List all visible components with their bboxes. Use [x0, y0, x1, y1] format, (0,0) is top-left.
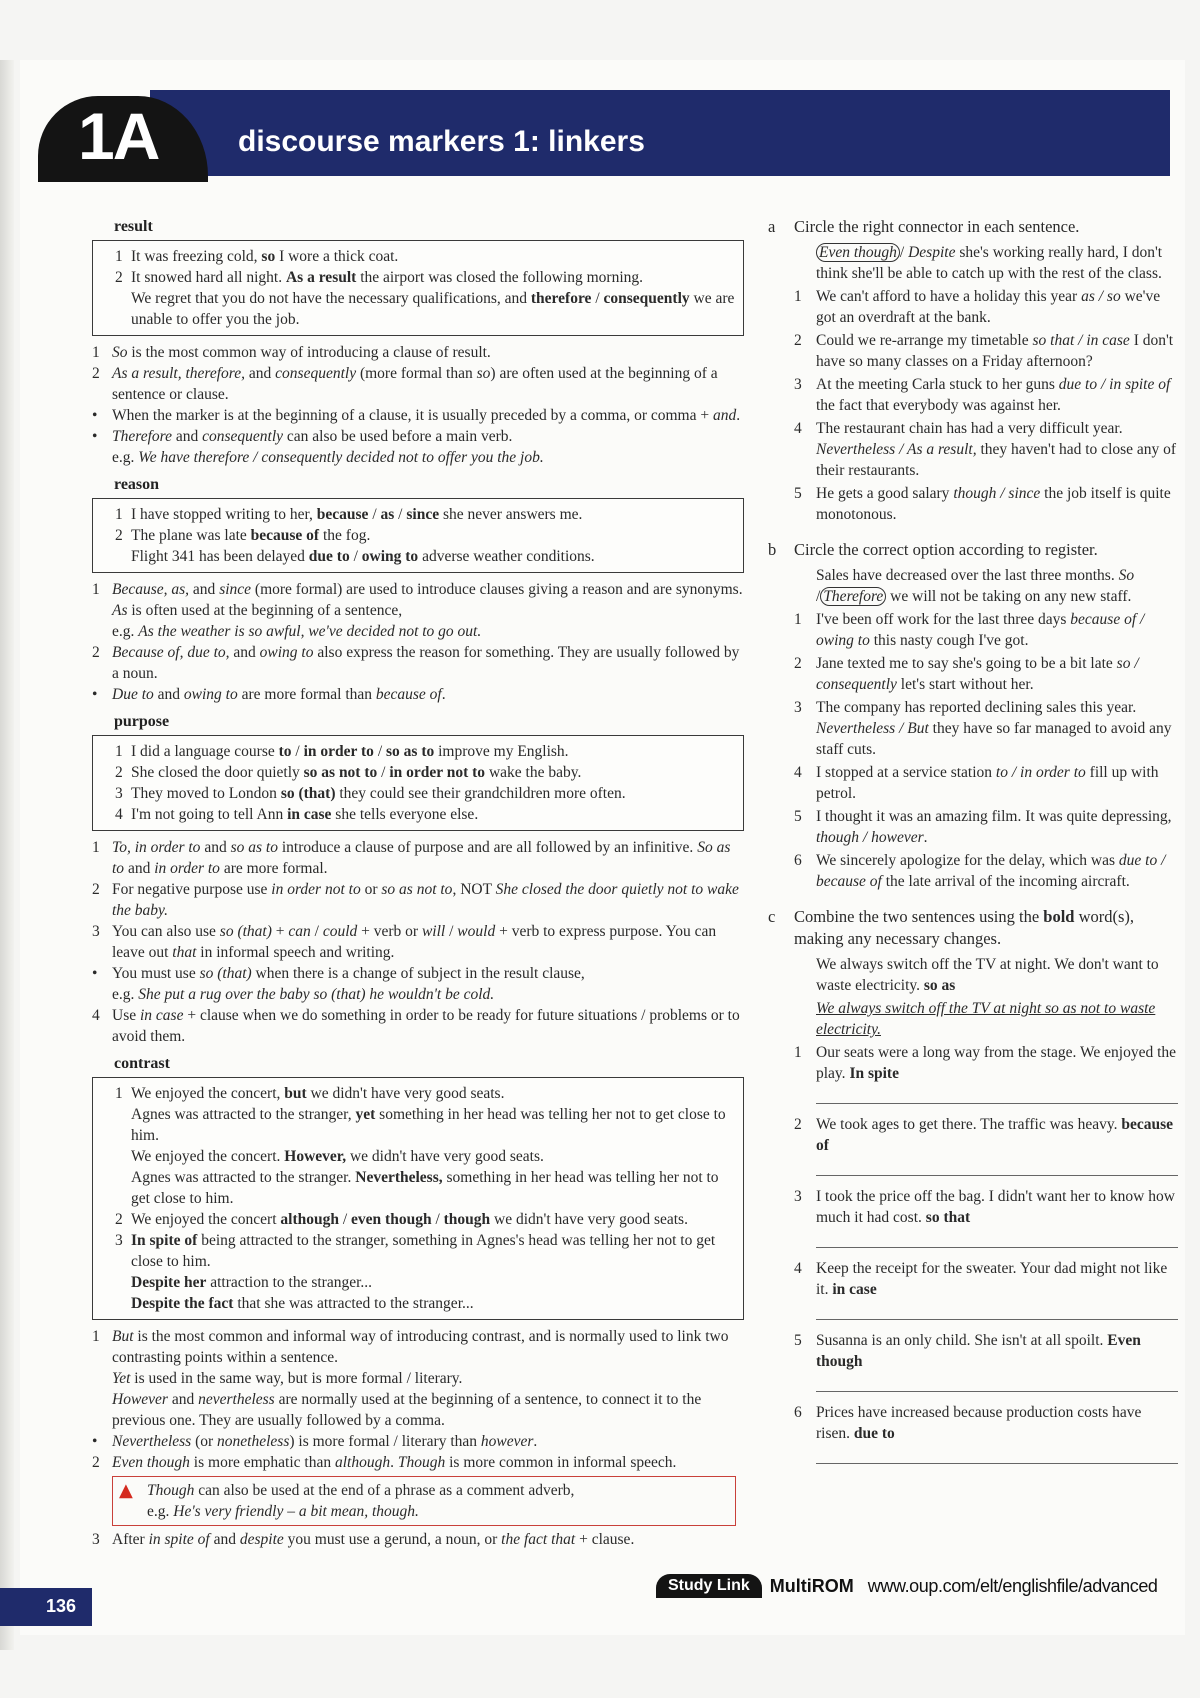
rule: Therefore and consequently can also be used before a main verb.: [112, 428, 513, 445]
grammar-column: [92, 218, 744, 1558]
warning-triangle-icon: ▲: [119, 1480, 133, 1501]
rule: So is the most common way of introducing a clause of result.: [112, 344, 491, 361]
model-sentence: Sales have decreased over the last three months. So / Therefore we will not be taking on any new staff.: [816, 567, 1135, 605]
section-heading-reason: reason: [114, 476, 160, 493]
exercise-item[interactable]: At the meeting Carla stuck to her guns due to / in spite of the fact that everybody was against her.: [816, 376, 1171, 414]
exercise-instruction: Circle the right connector in each sentence.: [794, 217, 1080, 236]
warning-box: [112, 1476, 736, 1526]
exercise-c: c Combine the two sentences using the bold word(s), making any necessary changes. We always switch off the TV at night. We don't want to waste electricity. so as We always switch off the TV at night so as not to waste electricity. 1 Our seats were a long way from the stage. We enjoyed the play. In spite 2 We took ages to get there. The traffic was heavy. because of 3 I took the price off the bag. I didn't want her to know how much it had cost. so that 4 Keep the receipt for the sweater. Your dad might not like it. in case 5 Susanna is an only child. She isn't at all spoilt. Even though 6 Prices have increased because production costs have risen. due to: [768, 906, 1178, 1464]
rule-example: e.g. She put a rug over the baby so (that) he wouldn't be cold.: [112, 986, 495, 1003]
answer-line[interactable]: [816, 1234, 1178, 1248]
example: I have stopped writing to her, because / as / since she never answers me.: [131, 506, 583, 523]
examples-box-purpose: 1 I did a language course to / in order to / so as to improve my English. 2 She closed the door quietly so as not to / in order not to wake the baby. 3 They moved to London so (that) they could see their grandchildren more often. 4 I'm not going to tell Ann in case she tells everyone else.: [92, 735, 744, 831]
example: We enjoyed the concert although / even though / though we didn't have very good seats.: [131, 1211, 688, 1228]
rule: However and nevertheless are normally used at the beginning of a sentence, to connect it to the previous one. They are usually followed by a comma.: [112, 1391, 702, 1429]
example: In spite of being attracted to the stranger, something in Agnes's head was telling her not to get close to him.: [131, 1232, 716, 1270]
exercises-column: [768, 216, 1178, 1478]
circled-answer: Even though: [816, 243, 900, 262]
answer-line[interactable]: [816, 1378, 1178, 1392]
example: We enjoyed the concert, but we didn't have very good seats.: [131, 1085, 505, 1102]
unit-title: discourse markers 1: linkers: [238, 125, 645, 158]
exercise-letter: b: [768, 540, 777, 559]
section-heading-contrast: contrast: [114, 1055, 170, 1072]
examples-box-contrast: 1 We enjoyed the concert, but we didn't have very good seats. Agnes was attracted to the stranger, yet something in her head was telling her not to get close to him. We enjoyed the concert. However, we didn't have very good seats. Agnes was attracted to the stranger. Nevertheless, something in her head was telling her not to get close to him. 2 We enjoyed the concert although / even though / though we didn't have very good seats. 3 In spite of being attracted to the stranger, something in Agnes's head was telling her not to get close to him. Despite her attraction to the stranger... Despite the fact that she was attracted to the stranger...: [92, 1077, 744, 1320]
exercise-item: Susanna is an only child. She isn't at all spoilt. Even though: [816, 1332, 1141, 1370]
exercise-item[interactable]: I thought it was an amazing film. It was quite depressing, though / however.: [816, 808, 1172, 846]
exercise-item[interactable]: I stopped at a service station to / in order to fill up with petrol.: [816, 764, 1159, 802]
notes-purpose: 1 To, in order to and so as to introduce a clause of purpose and are all followed by an infinitive. So as to and in order to are more formal. 2 For negative purpose use in order not to or so as not to, NOT She closed the door quietly not to wake the baby. 3 You can also use so (that) + can / could + verb or will / would + verb to express purpose. You can leave out that in informal speech and writing. • You must use so (that) when there is a change of subject in the result clause, e.g. She put a rug over the baby so (that) he wouldn't be cold. 4 Use in case + clause when we do something in order to be ready for future situations / problems or to avoid them.: [92, 837, 744, 1047]
example: It was freezing cold, so I wore a thick coat.: [131, 248, 399, 265]
exercise-item[interactable]: Could we re-arrange my timetable so that / in case I don't have so many classes on a Friday afternoon?: [816, 332, 1174, 370]
example: I did a language course to / in order to / so as to improve my English.: [131, 743, 569, 760]
exercise-b: b Circle the correct option according to register. Sales have decreased over the last three months. So / Therefore we will not be taking on any new staff. 1 I've been off work for the last three days because of / owing to this nasty cough I've got. 2 Jane texted me to say she's going to be a bit late so / consequently let's start without her. 3 The company has reported declining sales this year. Nevertheless / But they have so far managed to avoid any staff cuts. 4 I stopped at a service station to / in order to fill up with petrol. 5 I thought it was an amazing film. It was quite depressing, though / however. 6 We sincerely apologize for the delay, which was due to / because of the late arrival of the incoming aircraft.: [768, 539, 1178, 892]
exercise-instruction: Circle the correct option according to register.: [794, 540, 1098, 559]
exercise-item[interactable]: We sincerely apologize for the delay, which was due to / because of the late arrival of the incoming aircraft.: [816, 852, 1166, 890]
multirom-label: MultiROM: [769, 1575, 854, 1596]
rule: After in spite of and despite you must use a gerund, a noun, or the fact that + clause.: [112, 1531, 635, 1548]
rule: To, in order to and so as to introduce a clause of purpose and are all followed by an infinitive. So as to and in order to are more formal.: [112, 839, 731, 877]
rule: Due to and owing to are more formal than because of.: [112, 686, 446, 703]
footer: [656, 1574, 1158, 1598]
page-edge: [0, 60, 14, 1650]
example: We enjoyed the concert. However, we didn't have very good seats.: [131, 1148, 544, 1165]
model-sentence: We always switch off the TV at night. We don't want to waste electricity. so as: [816, 956, 1159, 994]
exercise-item: We took ages to get there. The traffic was heavy. because of: [816, 1116, 1174, 1154]
rule: Because of, due to, and owing to also express the reason for something. They are usually followed by a noun.: [112, 644, 740, 682]
answer-line[interactable]: [816, 1306, 1178, 1320]
warning-text: Though can also be used at the end of a phrase as a comment adverb,: [147, 1482, 575, 1499]
example: She closed the door quietly so as not to / in order not to wake the baby.: [131, 764, 582, 781]
page-number: 136: [46, 1596, 77, 1616]
circled-answer: Therefore: [820, 587, 886, 606]
exercise-item: Prices have increased because production costs have risen. due to: [816, 1404, 1142, 1442]
example: Agnes was attracted to the stranger, yet something in her head was telling her not to get close to him.: [131, 1106, 726, 1144]
example: They moved to London so (that) they could see their grandchildren more often.: [131, 785, 626, 802]
exercise-item: Our seats were a long way from the stage. We enjoyed the play. In spite: [816, 1044, 1177, 1082]
example: We regret that you do not have the necessary qualifications, and therefore / consequently we are unable to offer you the job.: [131, 290, 735, 328]
notes-reason: 1 Because, as, and since (more formal) are used to introduce clauses giving a reason and are synonyms. As is often used at the beginning of a sentence, e.g. As the weather is so awful, we've decided not to go out. 2 Because of, due to, and owing to also express the reason for something. They are usually followed by a noun. • Due to and owing to are more formal than because of.: [92, 581, 743, 703]
exercise-item[interactable]: I've been off work for the last three days because of / owing to this nasty cough I've got.: [816, 611, 1145, 649]
section-heading-purpose: purpose: [114, 713, 170, 730]
rule: As a result, therefore, and consequently (more formal than so) are often used at the beginning of a sentence or clause.: [112, 365, 718, 403]
warning-example: e.g. He's very friendly – a bit mean, though.: [147, 1503, 419, 1520]
notes-result: 1 So is the most common way of introducing a clause of result. 2 As a result, therefore, and consequently (more formal than so) are often used at the beginning of a sentence or clause. • When the marker is at the beginning of a clause, it is usually preceded by a comma, or comma + and. • Therefore and consequently can also be used before a main verb. e.g. We have therefore / consequently decided not to offer you the job.: [92, 342, 744, 468]
example: The plane was late because of the fog.: [131, 527, 371, 544]
examples-box-reason: 1 I have stopped writing to her, because / as / since she never answers me. 2 The plane was late because of the fog. Flight 341 has been delayed due to / owing to adverse weather conditions.: [92, 498, 744, 573]
rule-example: e.g. As the weather is so awful, we've decided not to go out.: [112, 623, 482, 640]
rule: Use in case + clause when we do something in order to be ready for future situations / problems or to avoid them.: [112, 1007, 740, 1045]
rule: You can also use so (that) + can / could + verb or will / would + verb to express purpose. You can leave out that in informal speech and writing.: [112, 923, 717, 961]
exercise-letter: c: [768, 907, 776, 926]
answer-line[interactable]: [816, 1162, 1178, 1176]
exercise-item: I took the price off the bag. I didn't want her to know how much it had cost. so that: [816, 1188, 1175, 1226]
rule: For negative purpose use in order not to or so as not to, NOT She closed the door quietly not to wake the baby.: [112, 881, 739, 919]
rule: Yet is used in the same way, but is more formal / literary.: [112, 1370, 463, 1387]
website-link[interactable]: www.oup.com/elt/englishfile/advanced: [867, 1575, 1158, 1596]
study-link-logo: Study Link: [656, 1574, 762, 1598]
model-sentence: Even though / Despite she's working really hard, I don't think she'll be able to catch up with the rest of the class.: [816, 244, 1163, 282]
exercise-item[interactable]: The company has reported declining sales this year. Nevertheless / But they have so far managed to avoid any staff cuts.: [816, 699, 1172, 758]
example: Despite the fact that she was attracted to the stranger...: [131, 1295, 474, 1312]
model-answer: We always switch off the TV at night so as not to waste electricity.: [816, 1000, 1156, 1038]
examples-box-result: 1 It was freezing cold, so I wore a thick coat. 2 It snowed hard all night. As a result the airport was closed the following morning. We regret that you do not have the necessary qualifications, and therefore / consequently we are unable to offer you the job.: [92, 240, 744, 336]
exercise-letter: a: [768, 217, 776, 236]
answer-line[interactable]: [816, 1090, 1178, 1104]
answer-line[interactable]: [816, 1450, 1178, 1464]
example: I'm not going to tell Ann in case she tells everyone else.: [131, 806, 479, 823]
exercise-instruction: Combine the two sentences using the bold word(s), making any necessary changes.: [794, 907, 1135, 948]
example: Despite her attraction to the stranger...: [131, 1274, 373, 1291]
rule: But is the most common and informal way of introducing contrast, and is normally used to link two contrasting points within a sentence.: [112, 1328, 729, 1366]
rule: Because, as, and since (more formal) are used to introduce clauses giving a reason and are synonyms. As is often used at the beginning of a sentence,: [112, 581, 743, 619]
notes-contrast: 1 But is the most common and informal way of introducing contrast, and is normally used to link two contrasting points within a sentence. Yet is used in the same way, but is more formal / literary. However and nevertheless are normally used at the beginning of a sentence, to connect it to the previous one. They are usually followed by a comma. • Nevertheless (or nonetheless) is more formal / literary than however. 2 Even though is more emphatic than although. Though is more common in informal speech. ▲ Though can also be used at the end of a phrase as a comment adverb, e.g. He's very friendly – a bit mean, though. 3 After in spite of and despite you must use a gerund, a noun, or the fact that + clause.: [92, 1326, 744, 1550]
section-heading-result: result: [114, 218, 153, 235]
page-number-tab: [0, 1588, 92, 1626]
exercise-item[interactable]: The restaurant chain has had a very difficult year. Nevertheless / As a result, they haven't had to close any of their restaurants.: [816, 420, 1177, 479]
rule: Nevertheless (or nonetheless) is more formal / literary than however.: [112, 1433, 538, 1450]
unit-number: 1A: [78, 99, 159, 173]
exercise-item: Keep the receipt for the sweater. Your dad might not like it. in case: [816, 1260, 1168, 1298]
rule-example: e.g. We have therefore / consequently decided not to offer you the job.: [112, 449, 544, 466]
rule: You must use so (that) when there is a change of subject in the result clause,: [112, 965, 585, 982]
exercise-a: a Circle the right connector in each sentence. Even though / Despite she's working really hard, I don't think she'll be able to catch up with the rest of the class. 1 We can't afford to have a holiday this year as / so we've got an overdraft at the bank. 2 Could we re-arrange my timetable so that / in case I don't have so many classes on a Friday afternoon? 3 At the meeting Carla stuck to her guns due to / in spite of the fact that everybody was against her. 4 The restaurant chain has had a very difficult year. Nevertheless / As a result, they haven't had to close any of their restaurants. 5 He gets a good salary though / since the job itself is quite monotonous.: [768, 217, 1177, 523]
example: It snowed hard all night. As a result the airport was closed the following morning.: [131, 269, 644, 286]
exercise-item[interactable]: Jane texted me to say she's going to be a bit late so / consequently let's start without her.: [816, 655, 1139, 693]
example: Flight 341 has been delayed due to / owing to adverse weather conditions.: [131, 548, 595, 565]
exercise-item[interactable]: We can't afford to have a holiday this year as / so we've got an overdraft at the bank.: [816, 288, 1161, 326]
example: Agnes was attracted to the stranger. Nevertheless, something in her head was telling her not to get close to him.: [131, 1169, 719, 1207]
exercise-item[interactable]: He gets a good salary though / since the job itself is quite monotonous.: [816, 485, 1171, 523]
rule: When the marker is at the beginning of a clause, it is usually preceded by a comma, or comma + and.: [112, 407, 741, 424]
rule: Even though is more emphatic than although. Though is more common in informal speech.: [112, 1454, 677, 1471]
